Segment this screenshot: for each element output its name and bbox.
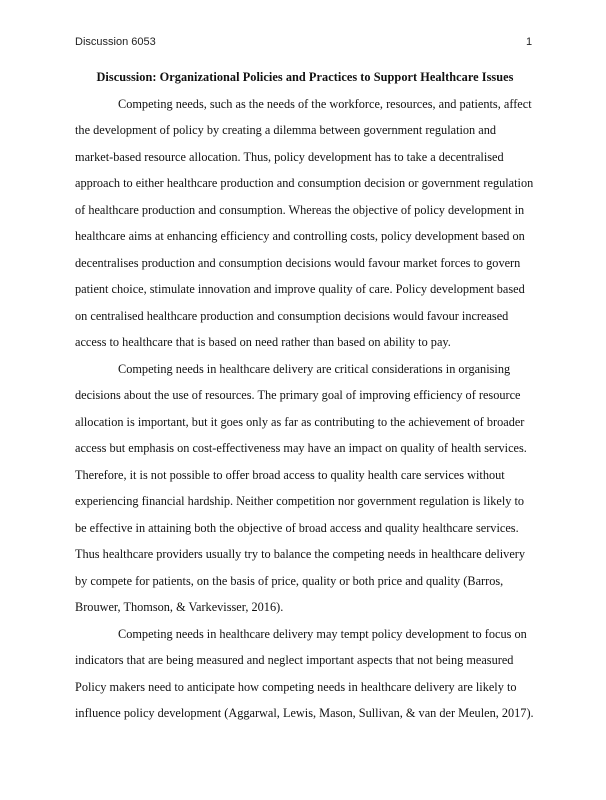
paragraph-1: Competing needs, such as the needs of the workforce, resources, and patients, affect the development of policy by creating a dilemma between government regulation and market-based resource allocation. Thus, policy development has to take a decentralised approach to either healthcare production and consumption decision or government regulation of healthcare production and consumption. Whereas the objective of policy development in healthcare aims at enhancing efficiency and controlling costs, policy development based on decentralises production and consumption decisions would favour market forces to govern patient choice, stimulate innovation and improve quality of care. Policy development based on centralised healthcare production and consumption decisions would favour increased access to healthcare that is based on need rather than based on ability to pay. <box>75 96 534 349</box>
page-number: 1 <box>526 36 533 48</box>
document-body <box>75 64 535 727</box>
document-title: Discussion: Organizational Policies and Practices to Support Healthcare Issues <box>96 70 514 84</box>
running-head: Discussion 6053 <box>75 36 156 48</box>
paragraph-2: Competing needs in healthcare delivery are critical considerations in organising decisions about the use of resources. The primary goal of improving efficiency of resource allocation is important, but it goes only as far as contributing to the achievement of broader access but emphasis on cost-effectiveness may have an impact on quality of health services. Therefore, it is not possible to offer broad access to quality health care services without experiencing financial hardship. Neither competition nor government regulation is likely to be effective in attaining both the objective of broad access and quality healthcare services. Thus healthcare providers usually try to balance the competing needs in healthcare delivery by compete for patients, on the basis of price, quality or both price and quality (Barros, Brouwer, Thomson, & Varkevisser, 2016). <box>75 361 527 614</box>
paragraph-3: Competing needs in healthcare delivery may tempt policy development to focus on indicators that are being measured and neglect important aspects that not being measured Policy makers need to anticipate how competing needs in healthcare delivery are likely to influence policy development (Aggarwal, Lewis, Mason, Sullivan, & van der Meulen, 2017). <box>75 626 534 720</box>
